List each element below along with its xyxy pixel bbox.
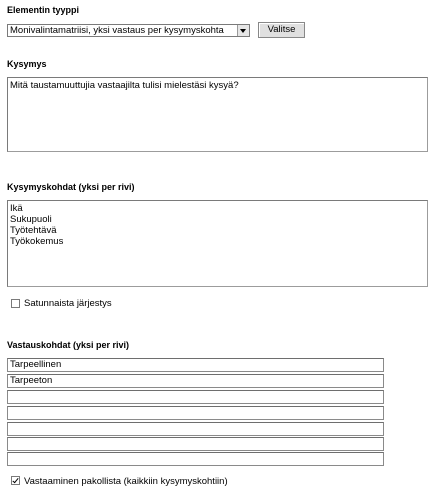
element-type-select[interactable] (7, 24, 250, 37)
answer-row-input[interactable]: Tarpeellinen (7, 358, 384, 372)
answer-row-input[interactable] (7, 437, 384, 451)
answer-row-input[interactable] (7, 422, 384, 436)
required-checkbox[interactable] (11, 476, 20, 485)
answer-row-input[interactable] (7, 452, 384, 466)
question-textarea[interactable] (7, 77, 428, 152)
element-type-label: Elementin tyyppi (7, 5, 80, 15)
required-label: Vastaaminen pakollista (kaikkiin kysymyskohtiin) (24, 476, 228, 487)
item-line: Työtehtävä (10, 225, 57, 236)
question-text: Mitä taustamuuttujia vastaajilta tulisi mielestäsi kysyä? (10, 80, 239, 91)
element-type-selected-value: Monivalintamatriisi, yksi vastaus per kysymyskohta (10, 25, 224, 36)
random-order-checkbox[interactable] (11, 299, 20, 308)
answer-row-input[interactable] (7, 406, 384, 420)
items-label: Kysymyskohdat (yksi per rivi) (7, 182, 135, 192)
select-button[interactable]: Valitse (258, 22, 305, 38)
question-label: Kysymys (7, 59, 47, 69)
random-order-label: Satunnaista järjestys (24, 298, 112, 309)
dropdown-arrow-icon[interactable] (237, 25, 249, 36)
answer-row-input[interactable] (7, 390, 384, 404)
item-line: Työkokemus (10, 236, 64, 247)
item-line: Ikä (10, 203, 23, 214)
answers-label: Vastauskohdat (yksi per rivi) (7, 340, 130, 350)
item-line: Sukupuoli (10, 214, 52, 225)
items-textarea[interactable] (7, 200, 428, 287)
answer-row-input[interactable]: Tarpeeton (7, 374, 384, 388)
